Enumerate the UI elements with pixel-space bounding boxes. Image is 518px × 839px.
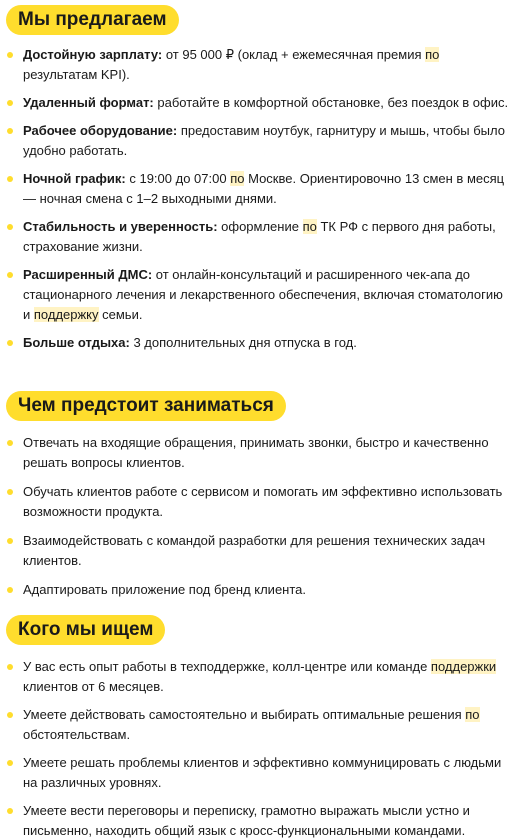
item-text: ТК РФ с первого дня работы, страхование жизни.	[23, 219, 496, 254]
item-lead: Достойную зарплату:	[23, 47, 163, 62]
highlighted-word: по	[302, 219, 317, 234]
bullet-dot-icon	[7, 712, 13, 718]
bullet-dot-icon	[7, 176, 13, 182]
list-item	[0, 482, 518, 522]
item-text: Взаимодействовать с командой разработки для решения технических задач клиентов.	[23, 533, 486, 568]
list-item	[0, 217, 518, 257]
list-item	[0, 265, 518, 325]
item-text: обстоятельствам.	[23, 727, 131, 742]
list-item	[0, 121, 518, 161]
bullet-dot-icon	[7, 440, 13, 446]
item-text: результатам KPI).	[23, 67, 130, 82]
section-title-offer: Мы предлагаем	[6, 5, 179, 35]
section-title-duties: Чем предстоит заниматься	[6, 391, 286, 421]
highlighted-word: поддержки	[430, 659, 497, 674]
item-text: от онлайн-консультаций и расширенного чек-апа до стационарного лечения и лекарственного обеспечения, включая стоматологию и	[23, 267, 503, 322]
item-text: Обучать клиентов работе с сервисом и помогать им эффективно использовать возможности продукта.	[23, 484, 503, 519]
section-requirements	[0, 615, 518, 839]
item-lead: Ночной график:	[23, 171, 126, 186]
item-text: клиентов от 6 месяцев.	[23, 679, 164, 694]
list-item	[0, 93, 518, 113]
highlighted-word: по	[425, 47, 440, 62]
item-text: Умеете вести переговоры и переписку, грамотно выражать мысли устно и письменно, находить общий язык с кросс-функциональными командами.	[23, 803, 470, 838]
bullet-dot-icon	[7, 340, 13, 346]
bullet-dot-icon	[7, 100, 13, 106]
item-text: Адаптировать приложение под бренд клиента.	[23, 582, 307, 597]
duties-list	[0, 433, 518, 600]
list-item	[0, 45, 518, 85]
bullet-dot-icon	[7, 224, 13, 230]
item-text: работайте в комфортной обстановке, без поездок в офис.	[153, 95, 509, 110]
item-text: семьи.	[98, 307, 143, 322]
bullet-dot-icon	[7, 760, 13, 766]
list-item	[0, 801, 518, 839]
highlighted-word: поддержку	[33, 307, 99, 322]
list-item	[0, 169, 518, 209]
item-text: оформление	[217, 219, 303, 234]
item-text: с 19:00 до 07:00	[125, 171, 231, 186]
requirements-list	[0, 657, 518, 839]
item-lead: Стабильность и уверенность:	[23, 219, 218, 234]
list-item	[0, 580, 518, 600]
item-text: предоставим ноутбук, гарнитуру и мышь, чтобы было удобно работать.	[23, 123, 505, 158]
section-duties	[0, 391, 518, 609]
item-text: У вас есть опыт работы в техподдержке, колл-центре или команде	[23, 659, 431, 674]
section-offer	[0, 5, 518, 361]
section-title-requirements: Кого мы ищем	[6, 615, 165, 645]
list-item	[0, 657, 518, 697]
item-lead: Расширенный ДМС:	[23, 267, 153, 282]
list-item	[0, 433, 518, 473]
bullet-dot-icon	[7, 128, 13, 134]
bullet-dot-icon	[7, 272, 13, 278]
list-item	[0, 705, 518, 745]
highlighted-word: по	[230, 171, 245, 186]
list-item	[0, 753, 518, 793]
bullet-dot-icon	[7, 538, 13, 544]
item-text: Умеете решать проблемы клиентов и эффективно коммуницировать с людьми на различных уровнях.	[23, 755, 502, 790]
bullet-dot-icon	[7, 587, 13, 593]
item-text: от 95 000 ₽ (оклад + ежемесячная премия	[162, 47, 426, 62]
highlighted-word: по	[465, 707, 480, 722]
item-text: 3 дополнительных дня отпуска в год.	[129, 335, 357, 350]
item-text: Москве. Ориентировочно 13 смен в месяц — ночная смена с 1–2 выходными днями.	[23, 171, 505, 206]
item-lead: Больше отдыха:	[23, 335, 130, 350]
item-text: Отвечать на входящие обращения, принимать звонки, быстро и качественно решать вопросы клиентов.	[23, 435, 489, 470]
item-lead: Рабочее оборудование:	[23, 123, 178, 138]
list-item	[0, 333, 518, 353]
item-text: Умеете действовать самостоятельно и выбирать оптимальные решения	[23, 707, 466, 722]
bullet-dot-icon	[7, 808, 13, 814]
bullet-dot-icon	[7, 489, 13, 495]
list-item	[0, 531, 518, 571]
bullet-dot-icon	[7, 52, 13, 58]
offer-list	[0, 45, 518, 353]
bullet-dot-icon	[7, 664, 13, 670]
item-lead: Удаленный формат:	[23, 95, 154, 110]
